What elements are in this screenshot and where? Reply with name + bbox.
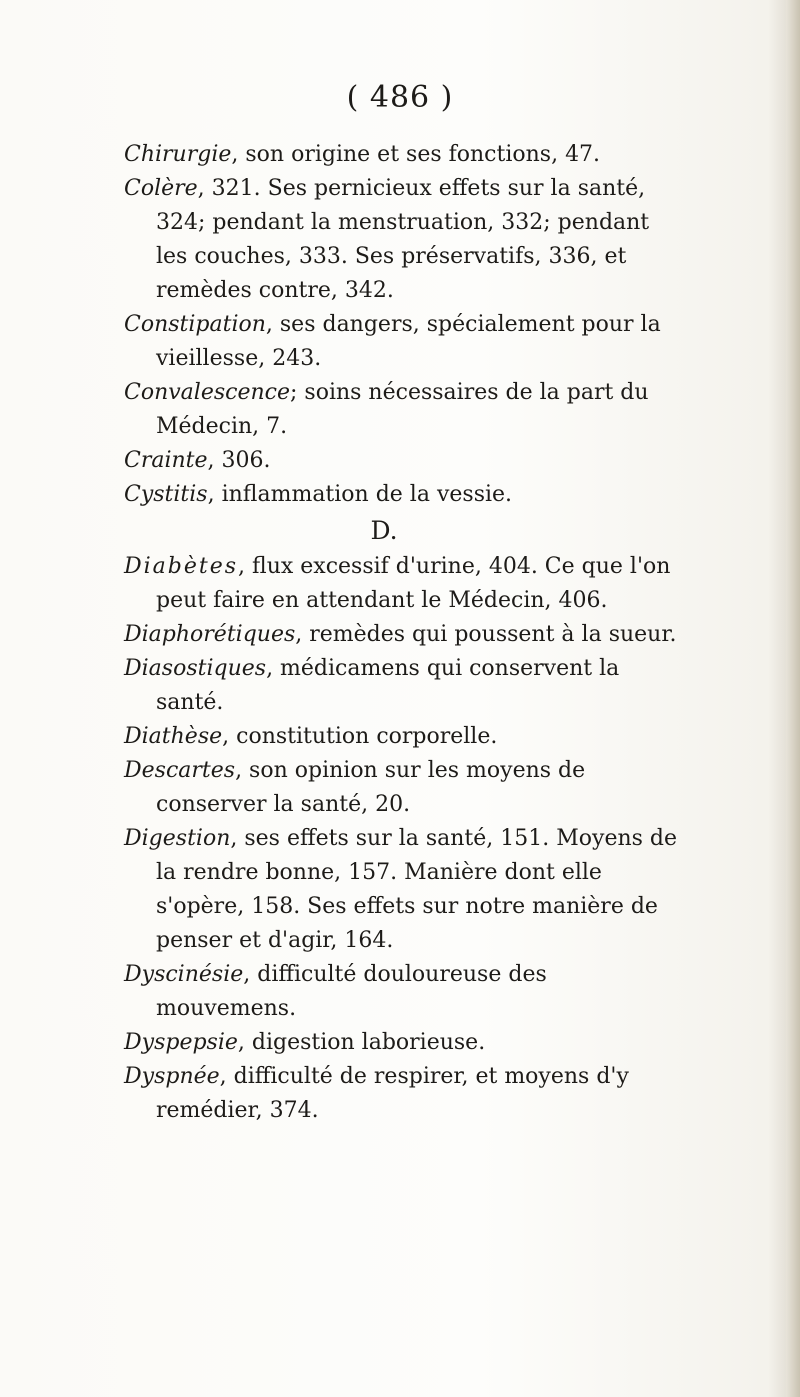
entry-text: , ses effets sur la santé, 151. Moyens de la rendre bonne, 157. Manière dont elle s'opère, 158. Ses effets sur notre manière de penser et d'agir, 164. [156, 826, 678, 953]
entry-term: Dyscinésie [124, 962, 244, 987]
entry-text: , son origine et ses fonctions, 47. [231, 142, 601, 167]
index-entry-diaphoretiques [124, 618, 684, 652]
entry-term: Constipation [124, 312, 266, 337]
index-entry-diathese [124, 720, 684, 754]
entry-text: , constitution corporelle. [222, 724, 498, 749]
index-entry-dyscinesie [124, 958, 684, 1026]
index-entry-convalescence [124, 376, 684, 444]
entry-text: , médicamens qui conservent la santé. [156, 656, 620, 715]
index-entry-diasostiques [124, 652, 684, 720]
entry-term: Dyspnée [124, 1064, 220, 1089]
entry-term: Diathèse [124, 724, 223, 749]
entry-text: , flux excessif d'urine, 404. Ce que l'on peut faire en attendant le Médecin, 406. [156, 554, 671, 613]
entry-term: Digestion [124, 826, 231, 851]
entry-text: , 306. [207, 448, 271, 473]
entry-term: Crainte [124, 448, 208, 473]
index-entry-colere [124, 172, 684, 308]
entry-term: Diaphorétiques [124, 622, 296, 647]
entry-term: Chirurgie [124, 142, 232, 167]
entry-text: ; soins nécessaires de la part du Médecin, 7. [156, 380, 649, 439]
entry-text: , digestion laborieuse. [237, 1030, 486, 1055]
index-entry-dyspepsie [124, 1026, 684, 1060]
entry-text: , son opinion sur les moyens de conserver la santé, 20. [156, 758, 586, 817]
entry-term: Descartes [124, 758, 236, 783]
entry-term: Colère [124, 176, 198, 201]
index-entry-cystitis [124, 478, 684, 512]
index-entry-digestion [124, 822, 684, 958]
section-letter-heading: D. [370, 516, 398, 545]
entry-term: Diabètes [124, 554, 239, 579]
index-entry-descartes [124, 754, 684, 822]
page-number: ( 486 ) [346, 80, 454, 115]
index-listing [124, 138, 684, 1128]
entry-text: , ses dangers, spécialement pour la vieillesse, 243. [156, 312, 661, 371]
index-entry-dyspnee [124, 1060, 684, 1128]
entry-text: , inflammation de la vessie. [207, 482, 513, 507]
entry-text: , remèdes qui poussent à la sueur. [295, 622, 677, 647]
index-entry-diabetes [124, 550, 684, 618]
entry-term: Diasostiques [124, 656, 267, 681]
entry-term: Convalescence [124, 380, 290, 405]
entry-term: Cystitis [124, 482, 208, 507]
page-edge-shadow [786, 0, 800, 1397]
entry-text: , difficulté de respirer, et moyens d'y remédier, 374. [156, 1064, 629, 1123]
entry-text: , 321. Ses pernicieux effets sur la santé, 324; pendant la menstruation, 332; pendant les couches, 333. Ses préservatifs, 336, et remèdes contre, 342. [156, 176, 650, 303]
entry-term: Dyspepsie [124, 1030, 238, 1055]
entry-text: , difficulté douloureuse des mouvemens. [156, 962, 547, 1021]
index-entry-chirurgie [124, 138, 684, 172]
index-entry-constipation [124, 308, 684, 376]
index-entry-crainte [124, 444, 684, 478]
